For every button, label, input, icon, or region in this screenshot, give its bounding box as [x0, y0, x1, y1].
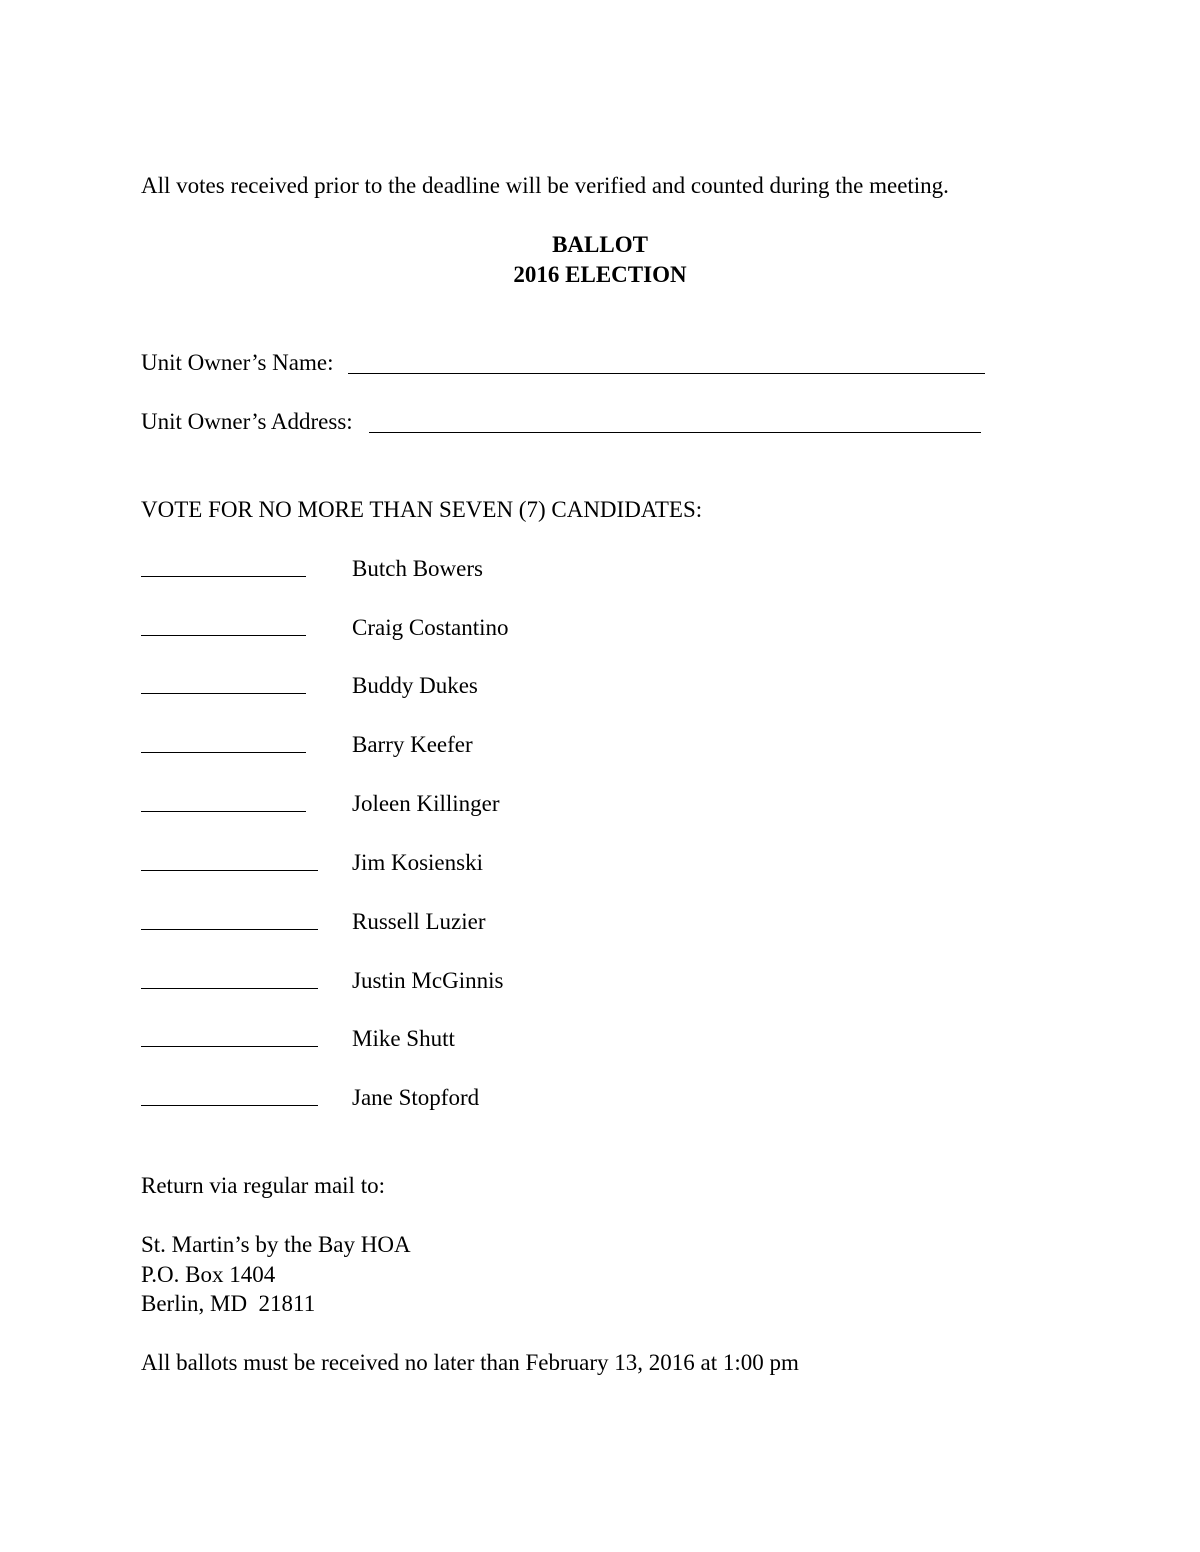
candidate-row — [141, 554, 941, 583]
candidate-row — [141, 966, 941, 995]
candidate-name: Mike Shutt — [352, 1026, 455, 1051]
vote-blank[interactable] — [141, 870, 318, 871]
ballot-subtitle: 2016 ELECTION — [513, 262, 687, 287]
vote-blank[interactable] — [141, 988, 318, 989]
candidate-name: Buddy Dukes — [352, 673, 478, 698]
candidate-row — [141, 848, 941, 877]
candidate-name: Russell Luzier — [352, 909, 486, 934]
candidate-name: Jane Stopford — [352, 1085, 480, 1110]
candidate-row — [141, 1024, 941, 1053]
owner-address-label: Unit Owner’s Address: — [141, 409, 353, 434]
vote-blank[interactable] — [141, 1105, 318, 1106]
candidate-row — [141, 1083, 941, 1112]
owner-name-label: Unit Owner’s Name: — [141, 350, 334, 375]
address-line: Berlin, MD 21811 — [141, 1291, 316, 1316]
candidate-name: Butch Bowers — [352, 556, 483, 581]
address-line: P.O. Box 1404 — [141, 1262, 276, 1287]
candidate-row — [141, 671, 941, 700]
vote-blank[interactable] — [141, 635, 306, 636]
candidate-name: Justin McGinnis — [352, 968, 504, 993]
intro-text: All votes received prior to the deadline will be verified and counted during the meeting. — [141, 173, 949, 198]
vote-blank[interactable] — [141, 929, 318, 930]
owner-name-field[interactable] — [348, 373, 985, 374]
candidate-name: Craig Costantino — [352, 615, 509, 640]
address-line: St. Martin’s by the Bay HOA — [141, 1232, 411, 1257]
candidate-name: Joleen Killinger — [352, 791, 500, 816]
return-label: Return via regular mail to: — [141, 1173, 385, 1198]
vote-instruction: VOTE FOR NO MORE THAN SEVEN (7) CANDIDATES: — [141, 497, 703, 522]
candidate-row — [141, 613, 941, 642]
deadline-notice: All ballots must be received no later than February 13, 2016 at 1:00 pm — [141, 1350, 799, 1375]
vote-blank[interactable] — [141, 752, 306, 753]
owner-address-field[interactable] — [369, 432, 981, 433]
vote-blank[interactable] — [141, 693, 306, 694]
candidate-name: Jim Kosienski — [352, 850, 483, 875]
ballot-title: BALLOT — [552, 232, 648, 257]
candidate-name: Barry Keefer — [352, 732, 473, 757]
vote-blank[interactable] — [141, 811, 306, 812]
candidate-row — [141, 730, 941, 759]
vote-blank[interactable] — [141, 576, 306, 577]
candidate-row — [141, 907, 941, 936]
vote-blank[interactable] — [141, 1046, 318, 1047]
candidate-row — [141, 789, 941, 818]
